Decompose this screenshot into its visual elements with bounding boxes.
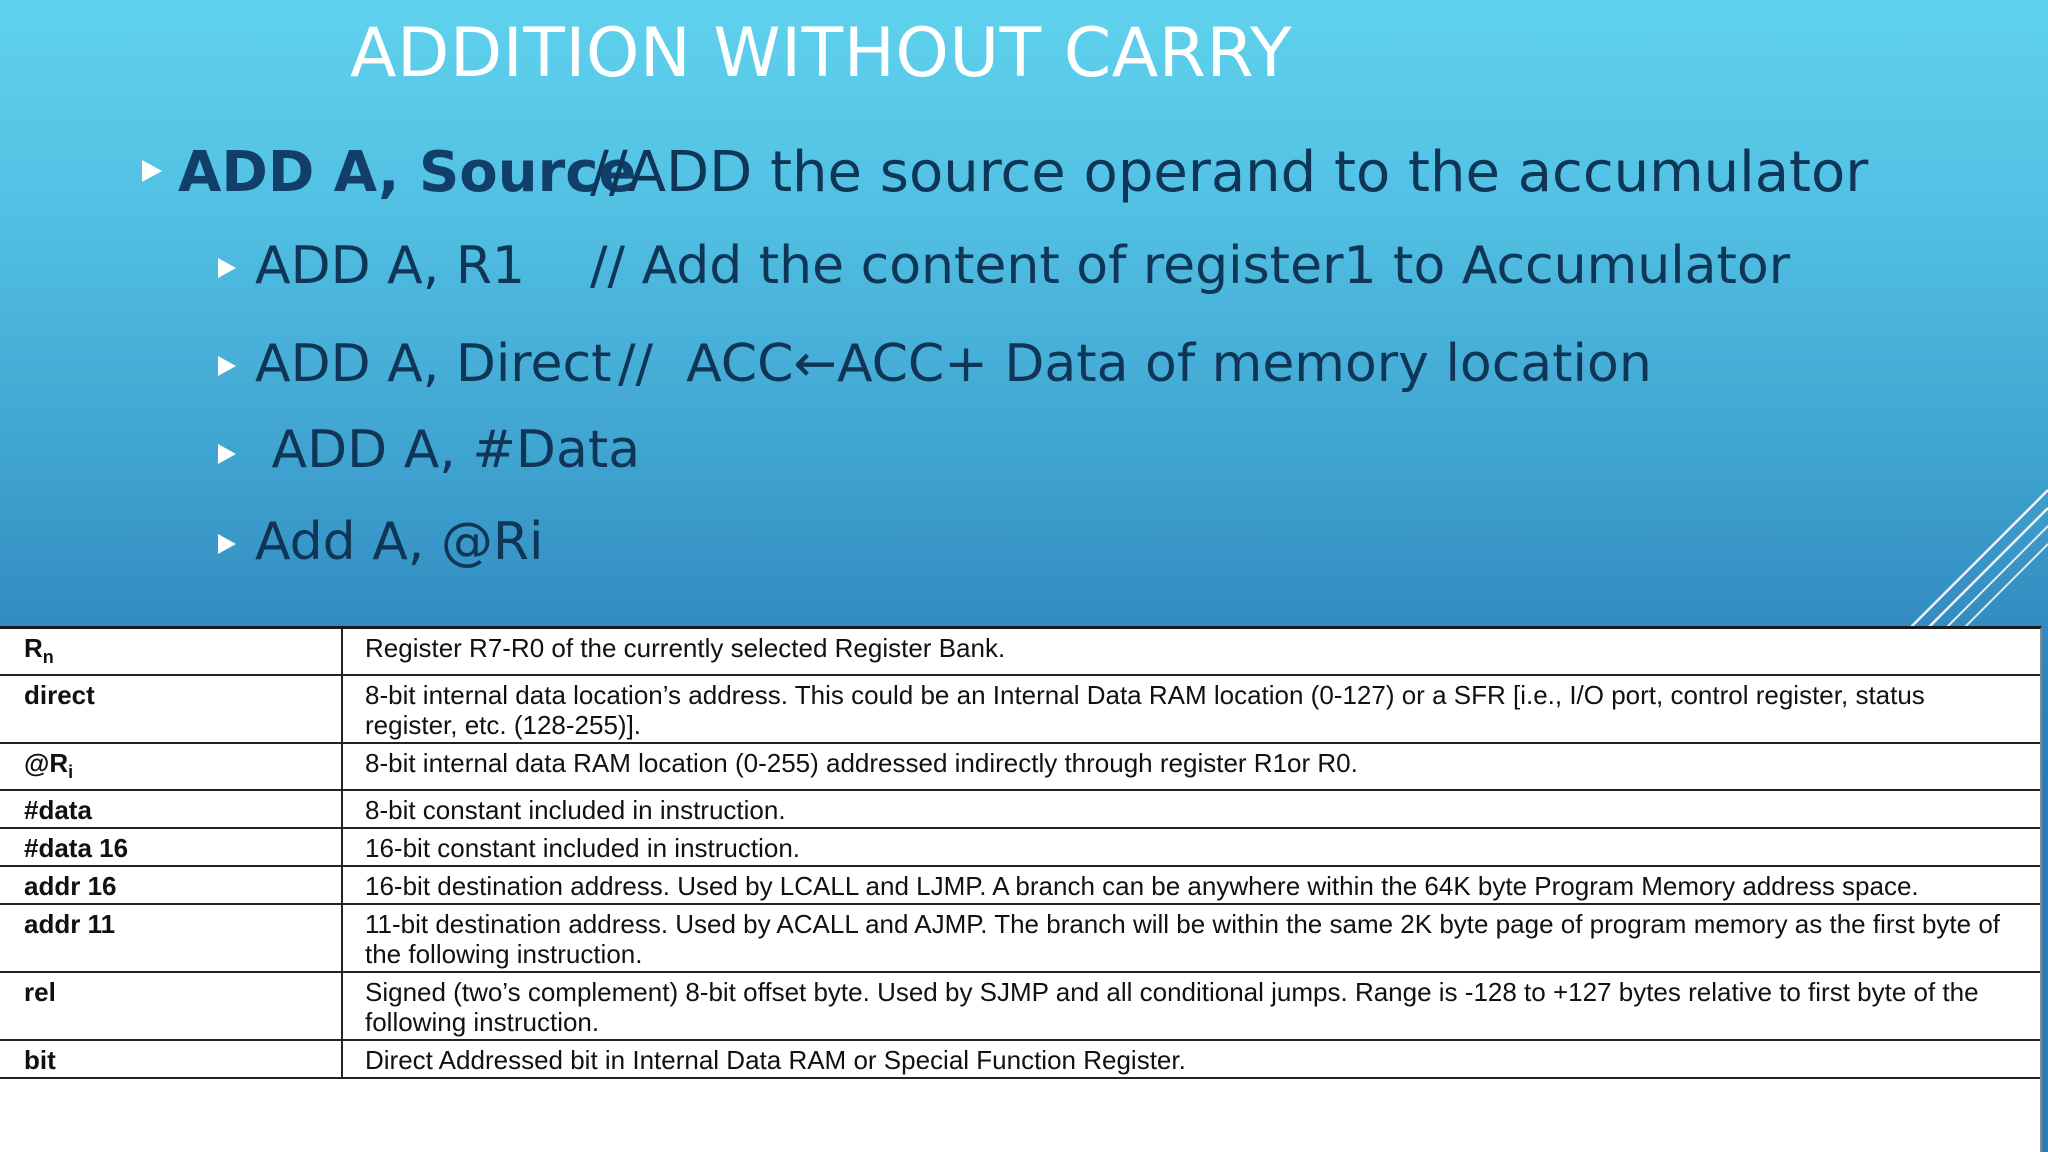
symbol-text: direct	[24, 680, 95, 711]
sub-bullet-instr: ADD A, R1	[255, 236, 526, 296]
description-cell: Direct Addressed bit in Internal Data RAM or Special Function Register.	[342, 1040, 2040, 1078]
table-row	[0, 675, 2040, 743]
sub-bullet-add-data	[0, 420, 2048, 484]
table-row	[0, 629, 2040, 675]
sub-bullet-add-indirect	[0, 512, 2048, 576]
symbol-cell	[0, 743, 342, 790]
bullet-triangle-icon	[218, 356, 236, 376]
main-bullet-comment: //ADD the source operand to the accumulator	[590, 140, 1869, 205]
description-cell: 8-bit internal data location’s address. This could be an Internal Data RAM location (0-127) or a SFR [i.e., I/O port, control register, status register, etc. (128-255)].	[342, 675, 2040, 743]
sub-bullet-comment: // ACC←ACC+ Data of memory location	[618, 334, 1652, 394]
symbol-cell	[0, 675, 342, 743]
table-row	[0, 790, 2040, 828]
operand-symbols-table	[0, 626, 2042, 1152]
table-row	[0, 743, 2040, 790]
symbol-text: addr 11	[24, 909, 116, 940]
bullet-triangle-icon	[218, 534, 236, 554]
symbol-cell	[0, 629, 342, 675]
symbol-cell	[0, 972, 342, 1040]
bullet-triangle-icon	[142, 160, 162, 182]
symbol-text: #data 16	[24, 833, 129, 864]
symbol-text: bit	[24, 1045, 56, 1076]
symbol-text: #data	[24, 795, 92, 826]
symbol-text: addr 16	[24, 871, 117, 902]
table-row	[0, 1040, 2040, 1078]
sub-bullet-add-r1	[0, 236, 2048, 300]
symbol-subscript: n	[42, 647, 54, 668]
table-row	[0, 972, 2040, 1040]
description-cell: 16-bit constant included in instruction.	[342, 828, 2040, 866]
table-row	[0, 904, 2040, 972]
description-cell: 16-bit destination address. Used by LCALL and LJMP. A branch can be anywhere within the 64K byte Program Memory address space.	[342, 866, 2040, 904]
description-cell: 8-bit constant included in instruction.	[342, 790, 2040, 828]
main-bullet	[0, 140, 2048, 210]
main-bullet-text	[178, 140, 636, 205]
symbol-subscript: i	[68, 762, 74, 783]
sub-bullet-add-direct	[0, 334, 2048, 398]
symbol-cell	[0, 828, 342, 866]
symbol-text: R	[24, 633, 43, 663]
operand-table	[0, 629, 2040, 1079]
description-cell: Register R7-R0 of the currently selected Register Bank.	[342, 629, 2040, 675]
decorative-stripes-icon	[1898, 480, 2048, 640]
sub-bullet-instr: Add A, @Ri	[255, 512, 544, 572]
description-cell: 11-bit destination address. Used by ACALL and AJMP. The branch will be within the same 2K byte page of program memory as the first byte of the following instruction.	[342, 904, 2040, 972]
slide-title: ADDITION WITHOUT CARRY	[350, 14, 1292, 93]
table-row	[0, 828, 2040, 866]
bullet-triangle-icon	[218, 444, 236, 464]
symbol-cell	[0, 866, 342, 904]
table-row	[0, 866, 2040, 904]
symbol-text: rel	[24, 977, 56, 1008]
description-cell: 8-bit internal data RAM location (0-255) addressed indirectly through register R1or R0.	[342, 743, 2040, 790]
symbol-cell	[0, 790, 342, 828]
symbol-text: @R	[24, 748, 69, 779]
main-bullet-lead: ADD A, Source	[178, 140, 637, 205]
description-cell: Signed (two’s complement) 8-bit offset byte. Used by SJMP and all conditional jumps. Range is -128 to +127 bytes relative to first byte of the following instruction.	[342, 972, 2040, 1040]
bullet-triangle-icon	[218, 258, 236, 278]
symbol-cell	[0, 1040, 342, 1078]
sub-bullet-instr: ADD A, #Data	[255, 420, 641, 480]
symbol-cell	[0, 904, 342, 972]
sub-bullet-instr: ADD A, Direct	[255, 334, 612, 394]
sub-bullet-comment: // Add the content of register1 to Accumulator	[590, 236, 1791, 296]
